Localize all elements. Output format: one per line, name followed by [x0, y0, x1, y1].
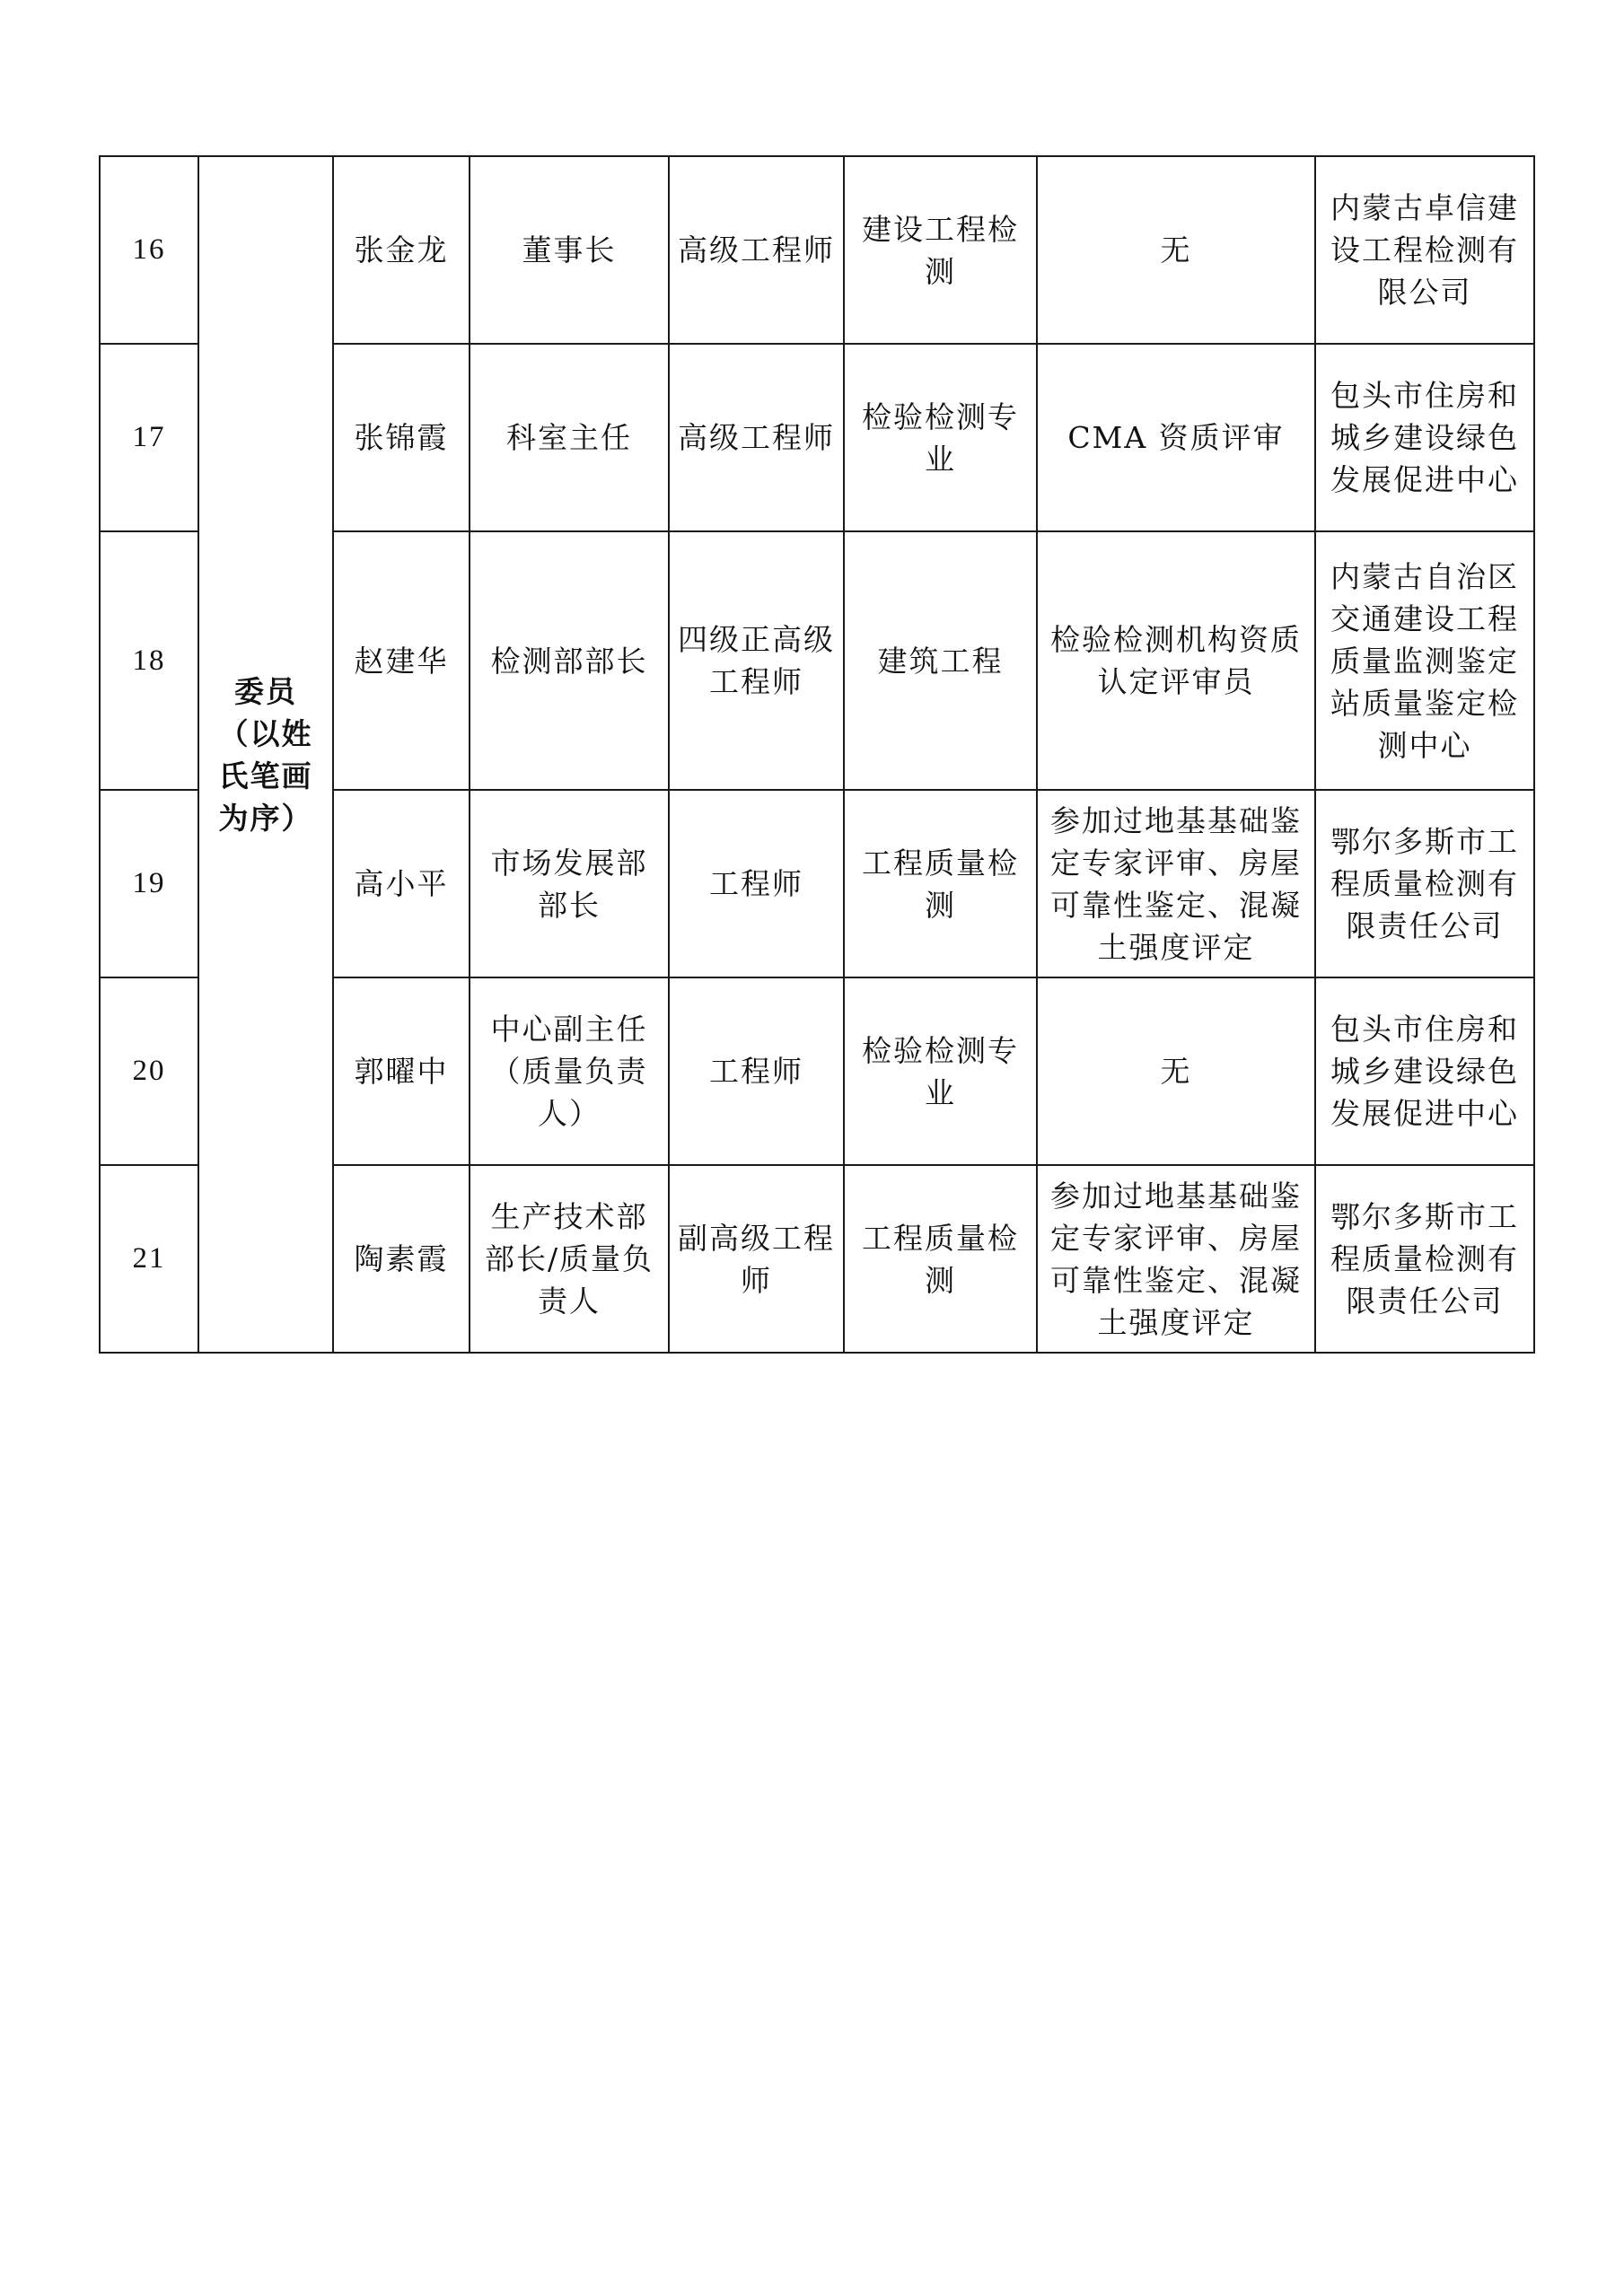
- member-organization: 包头市住房和城乡建设绿色发展促进中心: [1315, 977, 1534, 1165]
- member-organization: 内蒙古自治区交通建设工程质量监测鉴定站质量鉴定检测中心: [1315, 531, 1534, 790]
- member-position: 中心副主任（质量负责人）: [470, 977, 669, 1165]
- member-specialty: 工程质量检测: [844, 1165, 1037, 1353]
- member-experience: 参加过地基基础鉴定专家评审、房屋可靠性鉴定、混凝土强度评定: [1037, 790, 1315, 977]
- row-index: 19: [100, 790, 198, 977]
- member-position: 市场发展部部长: [470, 790, 669, 977]
- member-specialty: 检验检测专业: [844, 977, 1037, 1165]
- member-title: 副高级工程师: [669, 1165, 844, 1353]
- member-name: 张金龙: [333, 156, 470, 344]
- row-index: 20: [100, 977, 198, 1165]
- row-index: 17: [100, 344, 198, 531]
- member-position: 董事长: [470, 156, 669, 344]
- member-specialty: 建筑工程: [844, 531, 1037, 790]
- role-label: 委员（以姓氏笔画为序）: [198, 156, 333, 1353]
- committee-member-table: [99, 155, 1535, 1354]
- member-organization: 鄂尔多斯市工程质量检测有限责任公司: [1315, 1165, 1534, 1353]
- member-title: 工程师: [669, 790, 844, 977]
- table-row: [100, 156, 1534, 344]
- member-specialty: 建设工程检测: [844, 156, 1037, 344]
- member-name: 赵建华: [333, 531, 470, 790]
- member-specialty: 检验检测专业: [844, 344, 1037, 531]
- member-name: 高小平: [333, 790, 470, 977]
- member-organization: 内蒙古卓信建设工程检测有限公司: [1315, 156, 1534, 344]
- member-title: 高级工程师: [669, 344, 844, 531]
- member-name: 陶素霞: [333, 1165, 470, 1353]
- member-title: 高级工程师: [669, 156, 844, 344]
- member-experience: 无: [1037, 977, 1315, 1165]
- member-experience: 参加过地基基础鉴定专家评审、房屋可靠性鉴定、混凝土强度评定: [1037, 1165, 1315, 1353]
- member-position: 科室主任: [470, 344, 669, 531]
- member-position: 检测部部长: [470, 531, 669, 790]
- member-title: 工程师: [669, 977, 844, 1165]
- row-index: 16: [100, 156, 198, 344]
- member-organization: 包头市住房和城乡建设绿色发展促进中心: [1315, 344, 1534, 531]
- member-title: 四级正高级工程师: [669, 531, 844, 790]
- member-experience: CMA 资质评审: [1037, 344, 1315, 531]
- row-index: 18: [100, 531, 198, 790]
- member-name: 郭曜中: [333, 977, 470, 1165]
- member-organization: 鄂尔多斯市工程质量检测有限责任公司: [1315, 790, 1534, 977]
- member-name: 张锦霞: [333, 344, 470, 531]
- member-specialty: 工程质量检测: [844, 790, 1037, 977]
- member-experience: 检验检测机构资质认定评审员: [1037, 531, 1315, 790]
- member-position: 生产技术部部长/质量负责人: [470, 1165, 669, 1353]
- row-index: 21: [100, 1165, 198, 1353]
- member-experience: 无: [1037, 156, 1315, 344]
